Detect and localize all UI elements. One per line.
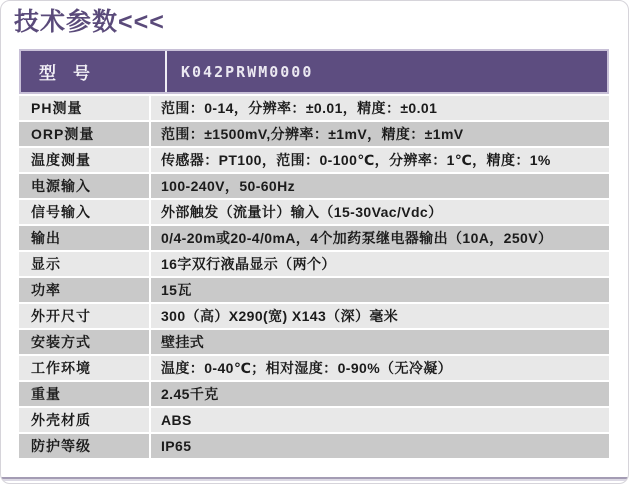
table-row [19,226,609,250]
spec-value: 2.45千克 [161,386,219,402]
spec-label: 功率 [19,278,151,302]
table-row [19,148,609,172]
table-row [19,122,609,146]
spec-value: 外部触发（流量计）输入（15-30Vac/Vdc） [161,204,443,220]
spec-label: 温度测量 [19,148,151,172]
spec-label: 显示 [19,252,151,276]
page-title: 技术参数<<< [14,8,165,36]
spec-table [19,49,609,458]
spec-label: 安装方式 [19,330,151,354]
spec-value: 15瓦 [161,282,192,298]
spec-value: 范围：±1500mV,分辨率：±1mV，精度：±1mV [161,126,464,142]
table-row [19,174,609,198]
table-row [19,330,609,354]
model-number-value: K042PRWM0000 [181,62,314,81]
spec-value: 传感器：PT100，范围：0-100℃，分辨率：1℃，精度：1% [161,152,551,168]
spec-label: 输出 [19,226,151,250]
spec-label: 外壳材质 [19,408,151,432]
spec-label: PH测量 [19,96,151,120]
spec-value: 范围：0-14，分辨率：±0.01，精度：±0.01 [161,100,438,116]
model-header-label: 型 号 [21,51,167,92]
table-row [19,356,609,380]
spec-value: 300（高）X290(宽) X143（深）毫米 [161,308,399,324]
table-row [19,408,609,432]
table-row [19,434,609,458]
spec-label: 工作环境 [19,356,151,380]
table-row [19,200,609,224]
table-row [19,382,609,406]
spec-rows [19,96,609,458]
spec-label: ORP测量 [19,122,151,146]
spec-value: 温度：0-40℃；相对湿度：0-90%（无冷凝） [161,360,453,376]
spec-label: 电源输入 [19,174,151,198]
spec-value: 壁挂式 [161,334,205,350]
spec-label: 信号输入 [19,200,151,224]
spec-value: 100-240V，50-60Hz [161,178,296,194]
table-row [19,96,609,120]
table-row [19,278,609,302]
bottom-divider-highlight [1,479,629,481]
spec-value: 16字双行液晶显示（两个） [161,256,336,272]
spec-label: 重量 [19,382,151,406]
spec-value: ABS [161,412,192,428]
spec-value: IP65 [161,438,192,454]
spec-label: 外开尺寸 [19,304,151,328]
spec-value: 0/4-20m或20-4/0mA，4个加药泵继电器输出（10A，250V） [161,230,553,246]
table-row [19,252,609,276]
table-row [19,304,609,328]
table-header-row [19,49,609,94]
spec-label: 防护等级 [19,434,151,458]
